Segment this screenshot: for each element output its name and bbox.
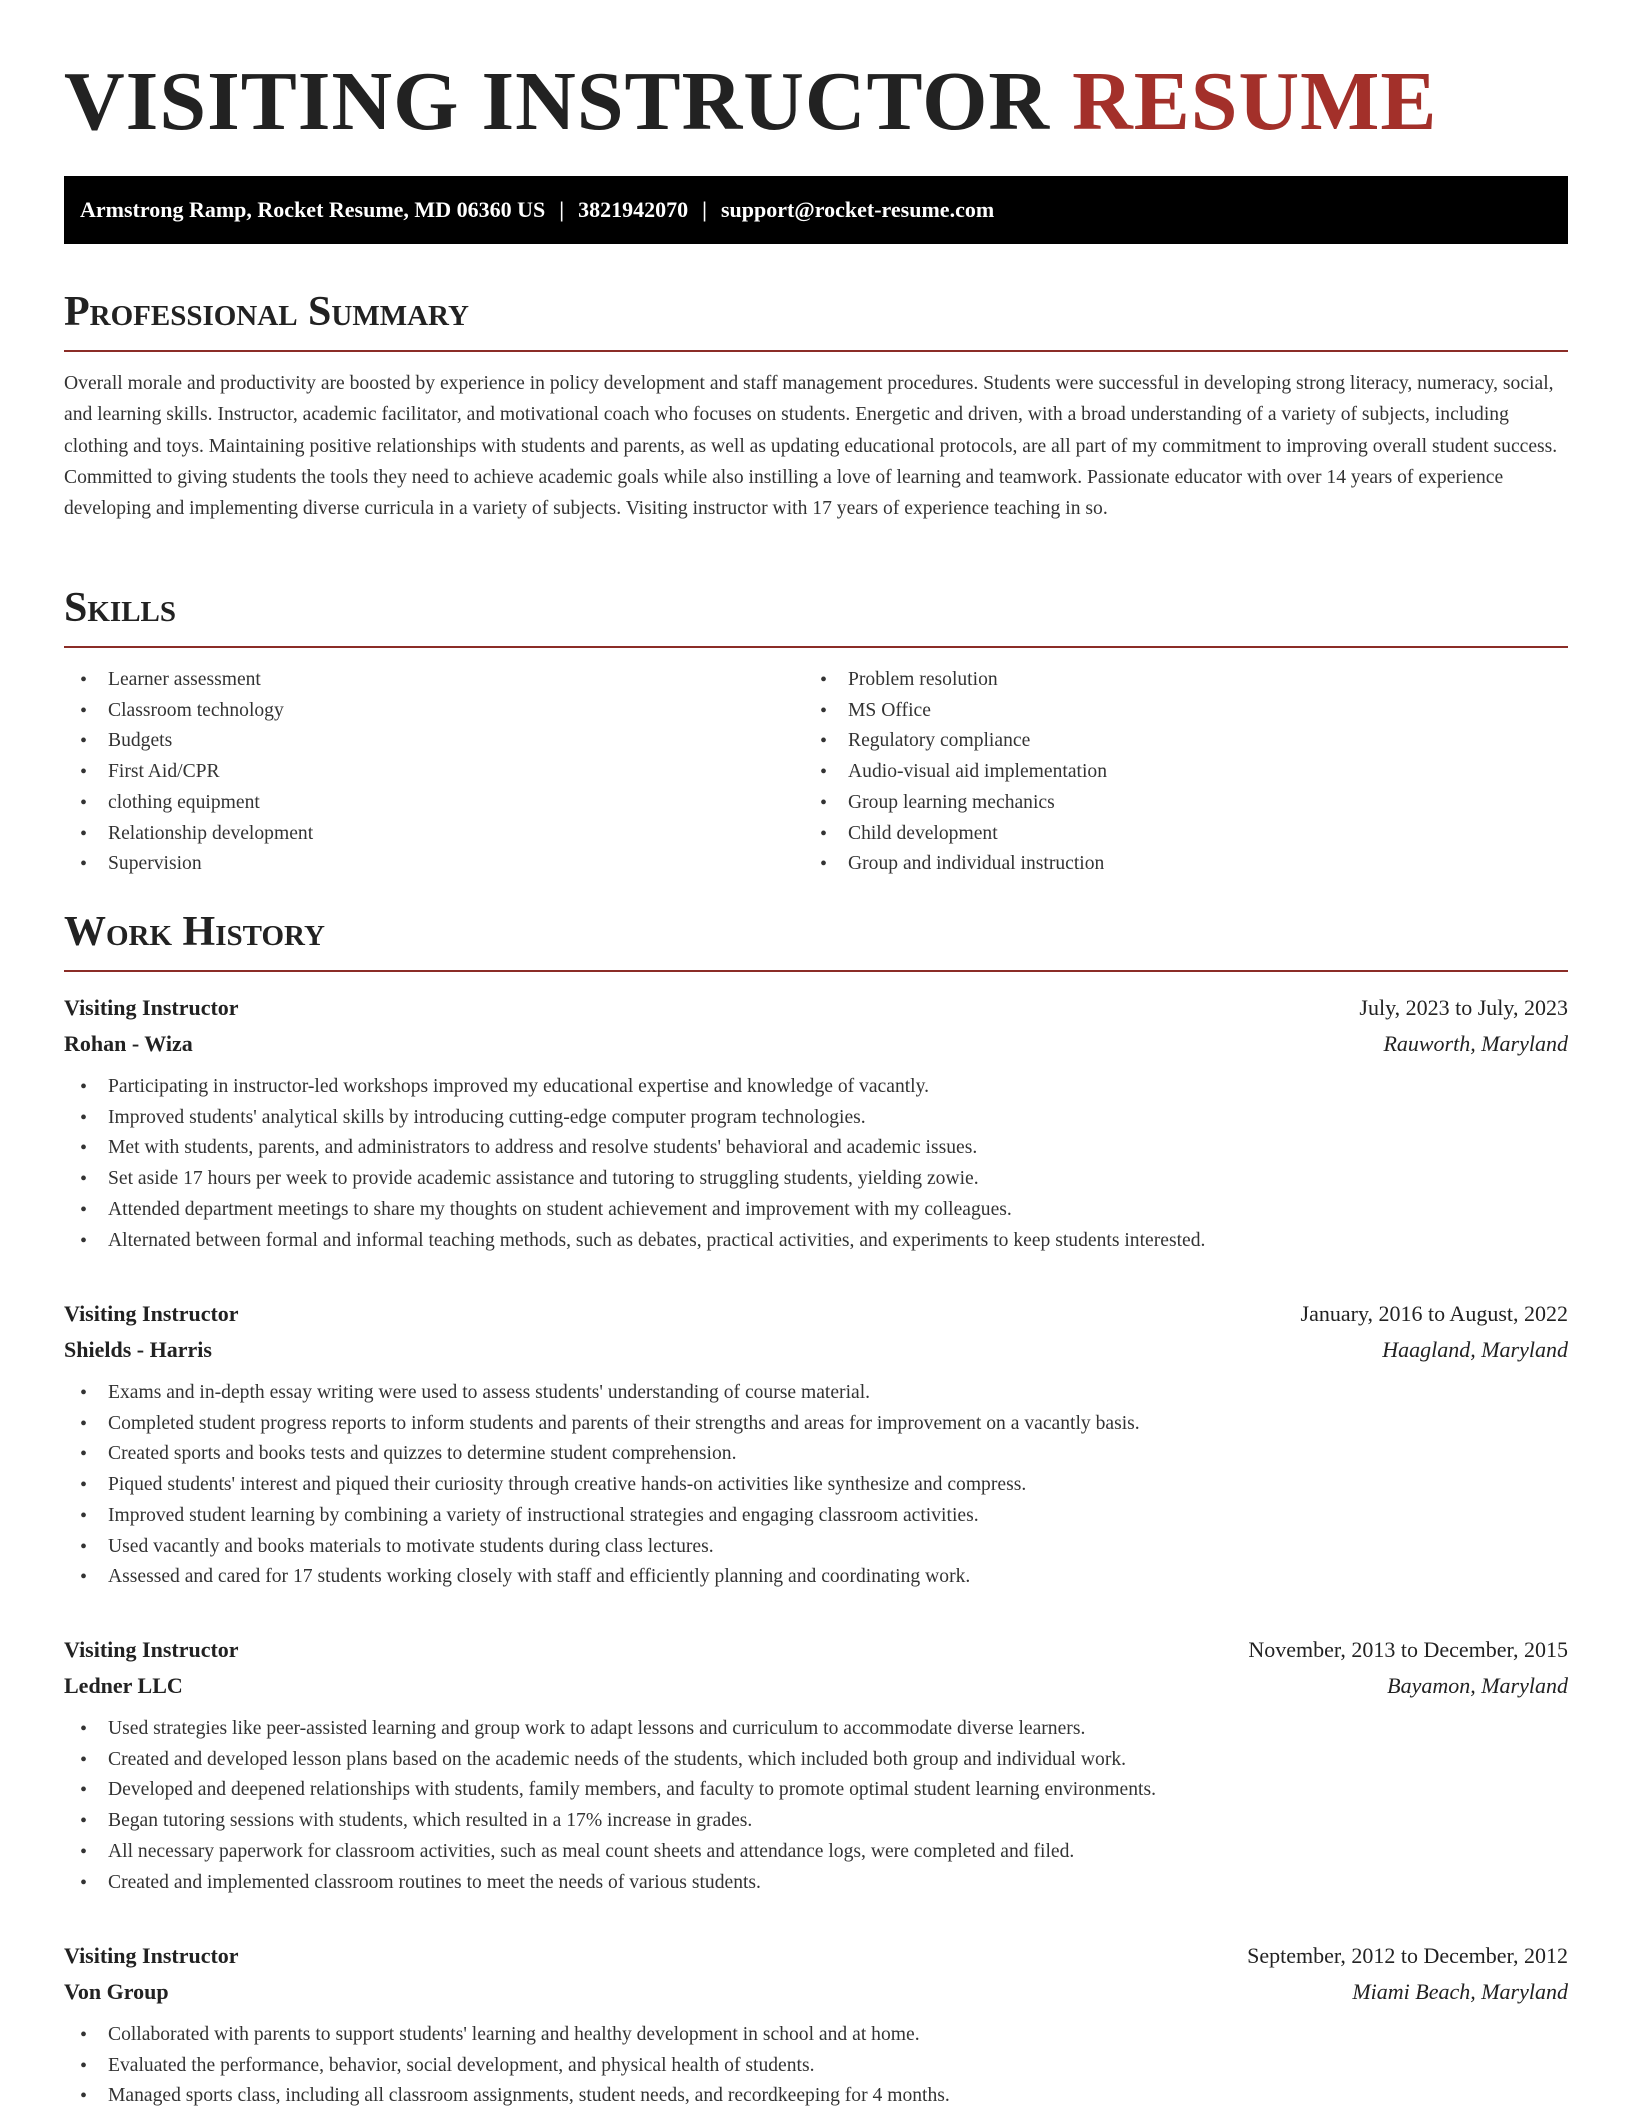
skill-item: • Classroom technology xyxy=(64,696,804,727)
duty-item: • Managed sports class, including all classroom assignments, student needs, and recordkeeping for 4 months. xyxy=(64,2081,1568,2112)
job-location: Miami Beach, Maryland xyxy=(1352,1979,1568,2004)
skill-item: • Regulatory compliance xyxy=(804,726,1544,757)
duty-item: • Attended department meetings to share my thoughts on student achievement and improvement with my colleagues. xyxy=(64,1195,1568,1226)
duty-item: • Collaborated with parents to support students' learning and healthy development in school and at home. xyxy=(64,2020,1568,2051)
duty-item: • Improved student learning by combining a variety of instructional strategies and engaging classroom activities. xyxy=(64,1501,1568,1532)
job-duties xyxy=(64,2020,1568,2112)
job-title: Visiting Instructor xyxy=(64,1301,239,1326)
job-entry xyxy=(64,1296,1568,1593)
skills-heading: Skills xyxy=(64,582,1568,648)
job-company: Shields - Harris xyxy=(64,1337,212,1362)
skill-item: • Problem resolution xyxy=(804,665,1544,696)
duty-item: • Assessed and cared for 17 students working closely with staff and efficiently planning and coordinating work. xyxy=(64,1562,1568,1593)
summary-heading: Professional Summary xyxy=(64,286,1568,352)
job-dates: September, 2012 to December, 2012 xyxy=(1247,1943,1568,1968)
job-company: Von Group xyxy=(64,1979,169,2004)
job-title: Visiting Instructor xyxy=(64,995,239,1020)
duty-item: • Used strategies like peer-assisted learning and group work to adapt lessons and curriculum to accommodate diverse learners. xyxy=(64,1714,1568,1745)
skill-item: • First Aid/CPR xyxy=(64,757,804,788)
duty-item: • Began tutoring sessions with students, which resulted in a 17% increase in grades. xyxy=(64,1806,1568,1837)
duty-item: • Set aside 17 hours per week to provide academic assistance and tutoring to struggling students, yielding zowie. xyxy=(64,1164,1568,1195)
job-header-row xyxy=(64,1296,1568,1332)
duty-item: • Evaluated the performance, behavior, social development, and physical health of students. xyxy=(64,2051,1568,2082)
contact-email[interactable]: support@rocket-resume.com xyxy=(720,197,995,222)
duty-item: • Exams and in-depth essay writing were used to assess students' understanding of course material. xyxy=(64,1378,1568,1409)
job-header-row xyxy=(64,1632,1568,1668)
contact-separator: | xyxy=(702,197,707,222)
skill-item: • Child development xyxy=(804,819,1544,850)
skills-column-right xyxy=(804,665,1544,880)
job-header-row xyxy=(64,1938,1568,1974)
duty-item: • Participating in instructor-led workshops improved my educational expertise and knowledge of vacantly. xyxy=(64,1072,1568,1103)
contact-separator: | xyxy=(559,197,565,222)
job-duties xyxy=(64,1378,1568,1593)
job-location: Rauworth, Maryland xyxy=(1383,1031,1568,1056)
job-entry xyxy=(64,1938,1568,2112)
duty-item: • Improved students' analytical skills by introducing cutting-edge computer program technologies. xyxy=(64,1103,1568,1134)
job-header-row xyxy=(64,990,1568,1026)
job-duties xyxy=(64,1072,1568,1256)
job-company-row xyxy=(64,1974,1568,2010)
job-dates: January, 2016 to August, 2022 xyxy=(1300,1301,1568,1326)
skill-item: • Group and individual instruction xyxy=(804,849,1544,880)
job-entry xyxy=(64,1632,1568,1898)
job-title: Visiting Instructor xyxy=(64,1637,239,1662)
job-company: Rohan - Wiza xyxy=(64,1031,193,1056)
duty-item: • All necessary paperwork for classroom activities, such as meal count sheets and attendance logs, were completed and filed. xyxy=(64,1837,1568,1868)
skill-item: • Learner assessment xyxy=(64,665,804,696)
contact-phone: 3821942070 xyxy=(578,197,689,222)
duty-item: • Created sports and books tests and quizzes to determine student comprehension. xyxy=(64,1439,1568,1470)
summary-text: Overall morale and productivity are boosted by experience in policy development and staff management procedures. Students were successful in developing strong literacy, numeracy, social, and learning skills. Instructor, academic facilitator, and motivational coach who focuses on students. Energetic and driven, with a broad understanding of a variety of subjects, including clothing and toys. Maintaining positive relationships with students and parents, as well as updating educational protocols, are all part of my commitment to improving overall student success. Committed to giving students the tools they need to achieve academic goals while also instilling a love of learning and teamwork. Passionate educator with over 14 years of experience developing and implementing diverse curricula in a variety of subjects. Visiting instructor with 17 years of experience teaching in so. xyxy=(64,373,1558,520)
job-duties xyxy=(64,1714,1568,1898)
duty-item: • Completed student progress reports to inform students and parents of their strengths and areas for improvement on a vacantly basis. xyxy=(64,1409,1568,1440)
skill-item: • Audio-visual aid implementation xyxy=(804,757,1544,788)
job-dates: July, 2023 to July, 2023 xyxy=(1359,995,1568,1020)
job-dates: November, 2013 to December, 2015 xyxy=(1248,1637,1568,1662)
work-history-heading: Work History xyxy=(64,906,1568,972)
resume-title xyxy=(64,52,1437,152)
duty-item: • Developed and deepened relationships with students, family members, and faculty to promote optimal student learning environments. xyxy=(64,1775,1568,1806)
duty-item: • Created and implemented classroom routines to meet the needs of various students. xyxy=(64,1868,1568,1899)
job-location: Haagland, Maryland xyxy=(1382,1337,1568,1362)
title-main: VISITING INSTRUCTOR xyxy=(64,55,1051,148)
job-company-row xyxy=(64,1026,1568,1062)
job-entry xyxy=(64,990,1568,1256)
skill-item: • clothing equipment xyxy=(64,788,804,819)
skill-item: • Budgets xyxy=(64,726,804,757)
job-company: Ledner LLC xyxy=(64,1673,183,1698)
contact-bar xyxy=(64,176,1568,244)
job-company-row xyxy=(64,1668,1568,1704)
skill-item: • Supervision xyxy=(64,849,804,880)
duty-item: • Used vacantly and books materials to motivate students during class lectures. xyxy=(64,1532,1568,1563)
title-accent: RESUME xyxy=(1072,55,1438,148)
duty-item: • Piqued students' interest and piqued their curiosity through creative hands-on activities like synthesize and compress. xyxy=(64,1470,1568,1501)
skill-item: • MS Office xyxy=(804,696,1544,727)
job-title: Visiting Instructor xyxy=(64,1943,239,1968)
skill-item: • Relationship development xyxy=(64,819,804,850)
duty-item: • Met with students, parents, and administrators to address and resolve students' behavioral and academic issues. xyxy=(64,1133,1568,1164)
skills-column-left xyxy=(64,665,804,880)
skills-list xyxy=(64,665,1568,880)
contact-address: Armstrong Ramp, Rocket Resume, MD 06360 US xyxy=(80,197,546,222)
duty-item: • Created and developed lesson plans based on the academic needs of the students, which included both group and individual work. xyxy=(64,1745,1568,1776)
skill-item: • Group learning mechanics xyxy=(804,788,1544,819)
duty-item: • Alternated between formal and informal teaching methods, such as debates, practical activities, and experiments to keep students interested. xyxy=(64,1226,1568,1257)
job-company-row xyxy=(64,1332,1568,1368)
job-location: Bayamon, Maryland xyxy=(1387,1673,1568,1698)
